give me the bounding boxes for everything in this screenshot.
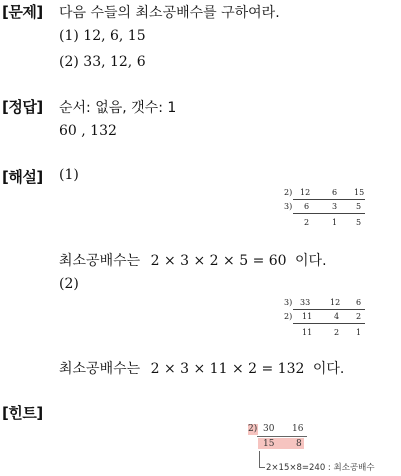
explanation-part1-result xyxy=(59,250,327,270)
ladder-cell: 11 xyxy=(302,328,313,337)
division-ladder-2 xyxy=(284,298,370,342)
ladder-cell: 1 xyxy=(332,218,338,227)
problem-tag: [문제] xyxy=(2,3,43,21)
hint-connector xyxy=(259,451,260,467)
divisor: 2) xyxy=(284,188,293,197)
hint-cell: 8 xyxy=(296,439,302,449)
ladder-cell: 2 xyxy=(356,312,362,321)
explanation-part1-label: (1) xyxy=(59,167,79,183)
division-ladder-1 xyxy=(284,188,370,232)
divisor: 2) xyxy=(284,312,293,321)
ladder-cell: 6 xyxy=(356,298,362,307)
result-suffix: 이다. xyxy=(295,253,327,269)
hint-division-line xyxy=(257,436,307,437)
hint-note: 2×15×8=240 : 최소공배수 xyxy=(266,463,375,473)
explanation-tag: [해설] xyxy=(2,168,43,186)
ladder-cell: 4 xyxy=(334,312,340,321)
hint-division xyxy=(248,424,398,476)
ladder-cell: 6 xyxy=(304,202,310,211)
result-prefix: 최소공배수는 xyxy=(59,253,141,269)
ladder-cell: 12 xyxy=(300,188,311,197)
ladder-cell: 1 xyxy=(356,328,362,337)
ladder-cell: 2 xyxy=(334,328,340,337)
ladder-cell: 5 xyxy=(356,218,362,227)
answer-line-1: 순서: 없음, 갯수: 1 xyxy=(59,100,177,116)
ladder-cell: 15 xyxy=(354,188,365,197)
ladder-cell: 3 xyxy=(332,202,338,211)
divisor: 3) xyxy=(284,202,293,211)
result-expression: 2 × 3 × 2 × 5 = 60 xyxy=(150,253,287,269)
problem-question: 다음 수들의 최소공배수를 구하여라. xyxy=(59,5,280,21)
hint-cell: 30 xyxy=(263,424,275,434)
explanation-part2-label: (2) xyxy=(59,276,79,292)
answer-line-2: 60 , 132 xyxy=(59,123,117,139)
division-line xyxy=(293,199,365,200)
division-line xyxy=(293,309,365,310)
result-prefix: 최소공배수는 xyxy=(59,361,141,377)
result-expression: 2 × 3 × 11 × 2 = 132 xyxy=(150,361,305,377)
ladder-cell: 2 xyxy=(304,218,310,227)
problem-item-1: (1) 12, 6, 15 xyxy=(59,28,146,44)
hint-connector xyxy=(259,467,265,468)
result-suffix: 이다. xyxy=(312,361,345,377)
answer-tag: [정답] xyxy=(2,98,43,116)
ladder-cell: 12 xyxy=(330,298,341,307)
explanation-part2-result xyxy=(59,358,344,378)
hint-cell: 16 xyxy=(292,424,304,434)
hint-divisor: 2) xyxy=(248,424,258,434)
hint-tag: [힌트] xyxy=(2,404,43,422)
ladder-cell: 33 xyxy=(300,298,311,307)
ladder-cell: 11 xyxy=(302,312,313,321)
ladder-cell: 6 xyxy=(332,188,338,197)
ladder-cell: 5 xyxy=(356,202,362,211)
divisor: 3) xyxy=(284,298,293,307)
division-line xyxy=(293,323,365,324)
hint-cell: 15 xyxy=(263,439,275,449)
problem-item-2: (2) 33, 12, 6 xyxy=(59,54,146,70)
division-line xyxy=(293,213,365,214)
